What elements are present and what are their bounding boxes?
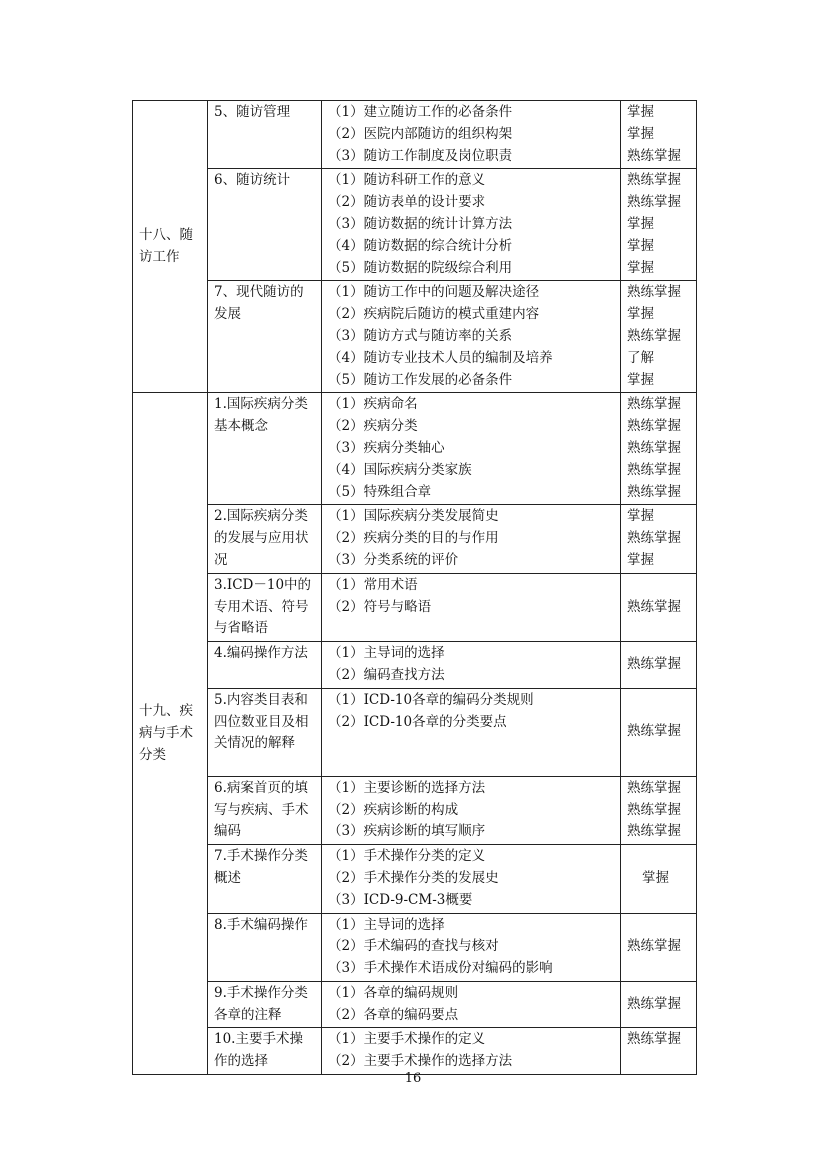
mastery-level: 掌握 (627, 259, 654, 276)
table-row (133, 688, 697, 776)
mastery-level: 熟练掌握 (621, 642, 697, 689)
topic-items (322, 776, 621, 844)
mastery-level: 熟练掌握 (627, 284, 681, 301)
topic-title: 1.国际疾病分类基本概念 (208, 393, 322, 505)
topic-items (322, 688, 621, 776)
list-item: （1）ICD-10各章的编码分类规则 (328, 691, 534, 708)
list-item: （3）ICD-9-CM-3概要 (328, 891, 473, 908)
list-item: （4）随访数据的综合统计分析 (328, 237, 513, 254)
list-item: （2）疾病分类的目的与作用 (328, 530, 499, 547)
mastery-level: 熟练掌握 (627, 823, 681, 840)
list-item: （5）随访数据的院级综合利用 (328, 259, 513, 276)
mastery-levels (621, 505, 697, 573)
topic-items (322, 101, 621, 169)
mastery-level: 熟练掌握 (627, 147, 681, 164)
mastery-level: 熟练掌握 (627, 779, 681, 796)
topic-items (322, 1028, 621, 1075)
mastery-level: 掌握 (627, 215, 654, 232)
topic-items (322, 642, 621, 689)
table-row (133, 642, 697, 689)
table-row (133, 573, 697, 641)
list-item: （2）各章的编码要点 (328, 1006, 459, 1023)
table-row (133, 776, 697, 844)
mastery-level: 熟练掌握 (621, 913, 697, 981)
topic-items (322, 913, 621, 981)
mastery-level: 掌握 (627, 371, 654, 388)
mastery-level: 掌握 (627, 551, 654, 568)
list-item: （2）ICD-10各章的分类要点 (328, 713, 507, 730)
list-item: （3）手术操作术语成份对编码的影响 (328, 960, 553, 977)
list-item: （1）随访工作中的问题及解决途径 (328, 284, 540, 301)
list-item: （3）疾病分类轴心 (328, 439, 445, 456)
unit-title: 十八、随访工作 (133, 101, 208, 393)
table-row (133, 1028, 697, 1075)
list-item: （3）分类系统的评价 (328, 551, 459, 568)
topic-title: 3.ICD－10中的专用术语、符号与省略语 (208, 573, 322, 641)
mastery-level: 熟练掌握 (621, 981, 697, 1028)
table-row (133, 101, 697, 169)
table-row (133, 981, 697, 1028)
topic-title: 7、现代随访的发展 (208, 281, 322, 393)
list-item: （1）主要诊断的选择方法 (328, 779, 486, 796)
topic-items (322, 505, 621, 573)
mastery-levels (621, 776, 697, 844)
topic-title: 8.手术编码操作 (208, 913, 322, 981)
syllabus-table (132, 100, 697, 1075)
mastery-level: 掌握 (627, 237, 654, 254)
topic-items (322, 169, 621, 281)
list-item: （3）随访数据的统计计算方法 (328, 215, 513, 232)
list-item: （1）主导词的选择 (328, 916, 445, 933)
list-item: （2）手术编码的查找与核对 (328, 938, 499, 955)
mastery-level: 熟练掌握 (621, 1028, 697, 1075)
list-item: （5）特殊组合章 (328, 483, 432, 500)
topic-items (322, 393, 621, 505)
list-item: （1）随访科研工作的意义 (328, 172, 486, 189)
topic-title: 5、随访管理 (208, 101, 322, 169)
topic-title: 5.内容类目表和四位数亚目及相关情况的解释 (208, 688, 322, 776)
list-item: （3）疾病诊断的填写顺序 (328, 823, 486, 840)
mastery-level: 熟练掌握 (621, 688, 697, 776)
mastery-levels (621, 101, 697, 169)
unit-title: 十九、疾病与手术分类 (133, 393, 208, 1075)
mastery-level: 掌握 (621, 845, 697, 913)
list-item: （3）随访工作制度及岗位职责 (328, 147, 513, 164)
topic-title: 4.编码操作方法 (208, 642, 322, 689)
list-item: （2）编码查找方法 (328, 666, 445, 683)
mastery-level: 熟练掌握 (627, 194, 681, 211)
list-item: （1）国际疾病分类发展简史 (328, 508, 499, 525)
mastery-level: 熟练掌握 (627, 530, 681, 547)
table-row (133, 913, 697, 981)
list-item: （1）疾病命名 (328, 396, 418, 413)
mastery-level: 熟练掌握 (627, 327, 681, 344)
table-row (133, 169, 697, 281)
list-item: （2）疾病院后随访的模式重建内容 (328, 306, 540, 323)
topic-items (322, 281, 621, 393)
mastery-levels (621, 169, 697, 281)
mastery-level: 熟练掌握 (627, 483, 681, 500)
list-item: （2）主要手术操作的选择方法 (328, 1053, 513, 1070)
mastery-level: 熟练掌握 (627, 172, 681, 189)
list-item: （1）手术操作分类的定义 (328, 848, 486, 865)
table-row (133, 505, 697, 573)
topic-title: 6、随访统计 (208, 169, 322, 281)
list-item: （3）随访方式与随访率的关系 (328, 327, 513, 344)
list-item: （4）国际疾病分类家族 (328, 461, 472, 478)
page-number: 16 (404, 1071, 422, 1086)
topic-title: 7.手术操作分类概述 (208, 845, 322, 913)
mastery-level: 了解 (627, 349, 654, 366)
mastery-level: 掌握 (627, 306, 654, 323)
list-item: （2）手术操作分类的发展史 (328, 869, 499, 886)
mastery-levels (621, 281, 697, 393)
mastery-level: 熟练掌握 (627, 439, 681, 456)
mastery-level: 掌握 (627, 104, 654, 120)
mastery-level: 掌握 (627, 125, 654, 142)
mastery-level: 熟练掌握 (627, 418, 681, 435)
list-item: （2）医院内部随访的组织构架 (328, 125, 513, 142)
topic-title: 10.主要手术操作的选择 (208, 1028, 322, 1075)
topic-items (322, 573, 621, 641)
table-row (133, 845, 697, 913)
list-item: （2）疾病分类 (328, 418, 418, 435)
table-row (133, 393, 697, 505)
mastery-level: 掌握 (627, 508, 654, 525)
table-row (133, 281, 697, 393)
topic-title: 9.手术操作分类各章的注释 (208, 981, 322, 1028)
list-item: （1）建立随访工作的必备条件 (328, 104, 513, 120)
list-item: （2）符号与略语 (328, 598, 432, 615)
list-item: （1）主导词的选择 (328, 645, 445, 662)
topic-title: 6.病案首页的填写与疾病、手术编码 (208, 776, 322, 844)
topic-items (322, 981, 621, 1028)
list-item: （2）疾病诊断的构成 (328, 801, 459, 818)
mastery-level: 熟练掌握 (627, 801, 681, 818)
list-item: （2）随访表单的设计要求 (328, 194, 486, 211)
list-item: （1）主要手术操作的定义 (328, 1031, 486, 1048)
mastery-level: 熟练掌握 (621, 573, 697, 641)
list-item: （1）常用术语 (328, 576, 418, 593)
mastery-levels (621, 393, 697, 505)
topic-items (322, 845, 621, 913)
list-item: （1）各章的编码规则 (328, 984, 459, 1001)
list-item: （4）随访专业技术人员的编制及培养 (328, 349, 553, 366)
mastery-level: 熟练掌握 (627, 396, 681, 413)
topic-title: 2.国际疾病分类的发展与应用状况 (208, 505, 322, 573)
mastery-level: 熟练掌握 (627, 461, 681, 478)
list-item: （5）随访工作发展的必备条件 (328, 371, 513, 388)
